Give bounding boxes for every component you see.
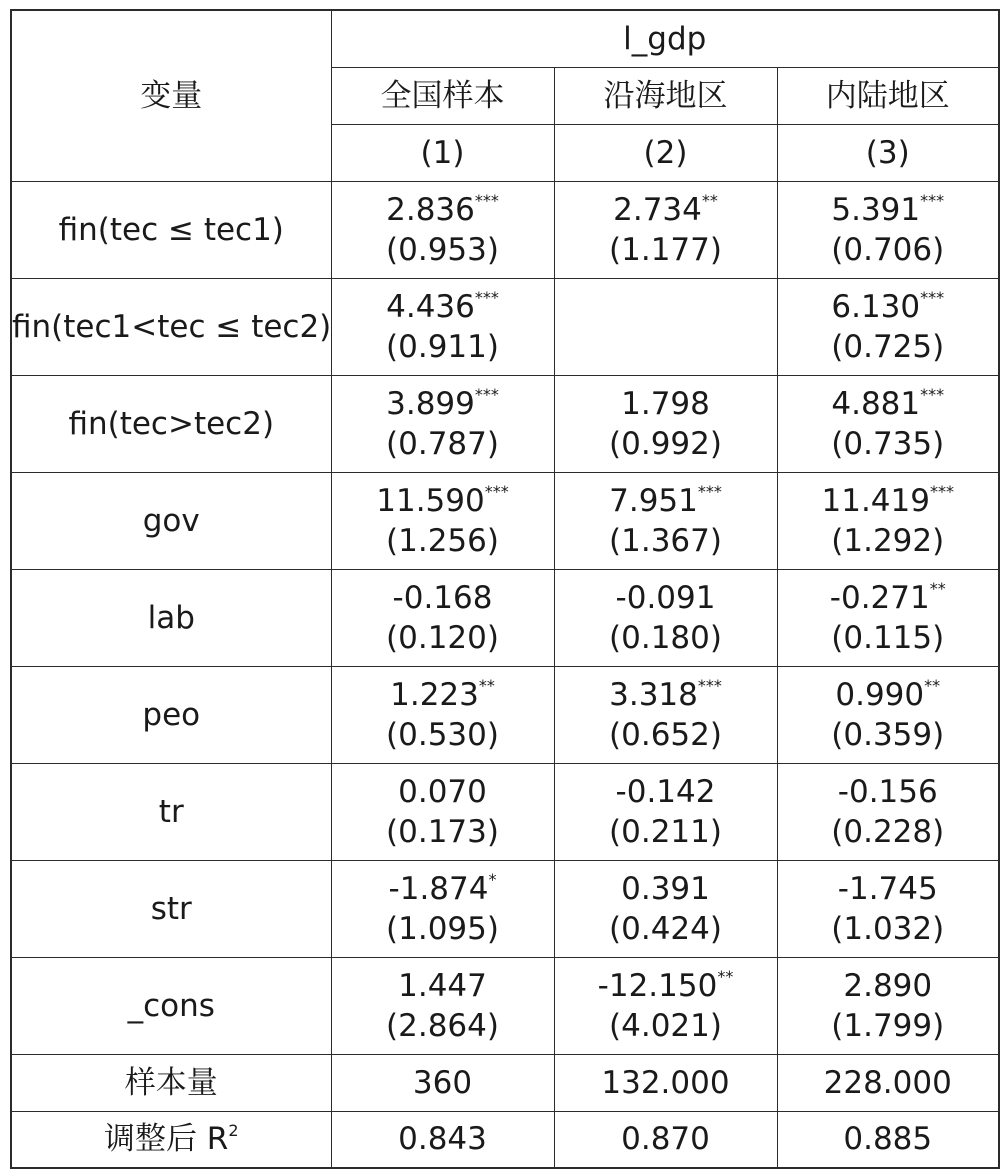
coefficient-line bbox=[778, 190, 999, 230]
coef-cell bbox=[331, 472, 554, 569]
coef-row bbox=[11, 375, 999, 472]
coefficient-line bbox=[555, 190, 777, 230]
variable-name bbox=[11, 860, 331, 957]
coefficient: -1.874 bbox=[388, 870, 489, 907]
significance-stars: ** bbox=[929, 579, 946, 599]
coefficient-line bbox=[555, 869, 777, 909]
coefficient: -0.142 bbox=[615, 773, 716, 810]
coefficient-line bbox=[332, 675, 554, 715]
coefficient-line bbox=[332, 966, 554, 1006]
variable-name bbox=[11, 569, 331, 666]
coefficient: 6.130 bbox=[831, 288, 921, 325]
significance-stars: *** bbox=[474, 385, 499, 405]
standard-error: (0.424) bbox=[609, 910, 722, 947]
coef-cell bbox=[331, 569, 554, 666]
variable-label: fin(tec1<tec ≤ tec2) bbox=[12, 308, 332, 345]
significance-stars: *** bbox=[474, 191, 499, 211]
r2-superscript: 2 bbox=[228, 1120, 239, 1140]
coefficient: 1.223 bbox=[390, 676, 479, 713]
coefficient-line bbox=[778, 384, 999, 424]
coef-row bbox=[11, 278, 999, 375]
standard-error: (0.211) bbox=[609, 813, 722, 850]
coefficient-line bbox=[778, 966, 999, 1006]
standard-error: (0.228) bbox=[831, 813, 945, 850]
standard-error: (1.095) bbox=[386, 910, 499, 947]
coef-row bbox=[11, 763, 999, 860]
column-number-3: (3) bbox=[777, 124, 999, 181]
coefficient-line bbox=[555, 384, 777, 424]
variable-label: peo bbox=[142, 696, 201, 733]
standard-error: (0.992) bbox=[609, 425, 722, 462]
significance-stars: *** bbox=[920, 288, 945, 308]
r2-value: 0.885 bbox=[777, 1111, 999, 1168]
coefficient: 2.734 bbox=[613, 191, 702, 228]
coef-row bbox=[11, 666, 999, 763]
coefficient: 11.419 bbox=[821, 482, 930, 519]
standard-error: (2.864) bbox=[386, 1007, 499, 1044]
variable-label: tr bbox=[158, 793, 184, 830]
significance-stars: ** bbox=[717, 967, 734, 987]
coef-cell bbox=[331, 181, 554, 278]
coefficient: 2.836 bbox=[386, 191, 475, 228]
significance-stars: *** bbox=[697, 676, 722, 696]
standard-error: (0.706) bbox=[831, 231, 945, 268]
coef-row bbox=[11, 569, 999, 666]
coefficient: 7.951 bbox=[609, 482, 698, 519]
r2-value: 0.870 bbox=[554, 1111, 777, 1168]
significance-stars: *** bbox=[929, 482, 954, 502]
standard-error: (0.652) bbox=[609, 716, 722, 753]
coefficient-line bbox=[778, 578, 999, 618]
coef-cell bbox=[554, 181, 777, 278]
coefficient-line bbox=[778, 481, 999, 521]
standard-error: (0.953) bbox=[386, 231, 499, 268]
standard-error: (0.180) bbox=[609, 619, 722, 656]
coefficient: -0.156 bbox=[837, 773, 938, 810]
standard-error: (0.735) bbox=[831, 425, 945, 462]
coef-cell bbox=[554, 375, 777, 472]
coef-cell bbox=[554, 957, 777, 1054]
column-number-1: (1) bbox=[331, 124, 554, 181]
variable-name bbox=[11, 763, 331, 860]
significance-stars: *** bbox=[920, 191, 945, 211]
variable-label: gov bbox=[142, 502, 200, 539]
coef-cell bbox=[777, 472, 999, 569]
coefficient: 1.447 bbox=[398, 967, 487, 1004]
coef-cell bbox=[777, 666, 999, 763]
standard-error: (0.115) bbox=[831, 619, 945, 656]
standard-error: (1.032) bbox=[831, 910, 945, 947]
coef-row bbox=[11, 860, 999, 957]
standard-error: (0.725) bbox=[831, 328, 945, 365]
coef-cell bbox=[777, 569, 999, 666]
coef-cell bbox=[331, 860, 554, 957]
group-header-coastal: 沿海地区 bbox=[554, 67, 777, 124]
r2-value: 0.843 bbox=[331, 1111, 554, 1168]
coef-cell bbox=[554, 666, 777, 763]
variable-header: 变量 bbox=[11, 10, 331, 181]
dependent-variable-header: l_gdp bbox=[331, 10, 999, 67]
coefficient-line bbox=[332, 578, 554, 618]
standard-error: (1.799) bbox=[831, 1007, 945, 1044]
coefficient: -1.745 bbox=[837, 870, 938, 907]
sample-size-row bbox=[11, 1054, 999, 1111]
sample-size-value: 228.000 bbox=[777, 1054, 999, 1111]
coef-cell bbox=[777, 181, 999, 278]
coefficient-line bbox=[332, 287, 554, 327]
standard-error: (0.530) bbox=[386, 716, 499, 753]
coef-row bbox=[11, 957, 999, 1054]
coefficient: 2.890 bbox=[843, 967, 933, 1004]
standard-error: (0.173) bbox=[386, 813, 499, 850]
header-row-dependent bbox=[11, 10, 999, 67]
coef-cell bbox=[554, 763, 777, 860]
standard-error: (1.367) bbox=[609, 522, 722, 559]
coefficient: 0.990 bbox=[835, 676, 925, 713]
coefficient: -0.271 bbox=[829, 579, 930, 616]
standard-error: (0.359) bbox=[831, 716, 945, 753]
significance-stars: *** bbox=[697, 482, 722, 502]
sample-size-label: 样本量 bbox=[11, 1054, 331, 1111]
coefficient: 11.590 bbox=[376, 482, 485, 519]
coef-cell bbox=[331, 957, 554, 1054]
sample-size-value: 132.000 bbox=[554, 1054, 777, 1111]
coef-cell bbox=[777, 375, 999, 472]
regression-table bbox=[10, 9, 1000, 1169]
variable-label: _cons bbox=[127, 987, 215, 1024]
coefficient-line bbox=[332, 772, 554, 812]
coef-cell bbox=[554, 278, 777, 375]
coefficient-line bbox=[555, 481, 777, 521]
r2-label-cell bbox=[11, 1111, 331, 1168]
standard-error: (1.292) bbox=[831, 522, 945, 559]
standard-error: (0.120) bbox=[386, 619, 499, 656]
coefficient-line bbox=[332, 190, 554, 230]
variable-label: fin(tec ≤ tec1) bbox=[58, 211, 284, 248]
standard-error: (0.911) bbox=[386, 328, 499, 365]
coef-cell bbox=[777, 957, 999, 1054]
variable-name bbox=[11, 278, 331, 375]
significance-stars: *** bbox=[474, 288, 499, 308]
coefficient-line bbox=[555, 966, 777, 1006]
coefficient: 1.798 bbox=[621, 385, 710, 422]
r2-label: 调整后 R bbox=[103, 1121, 229, 1158]
coef-row bbox=[11, 181, 999, 278]
variable-name bbox=[11, 181, 331, 278]
variable-name bbox=[11, 666, 331, 763]
coef-row bbox=[11, 472, 999, 569]
coef-cell bbox=[554, 472, 777, 569]
coefficient: -0.091 bbox=[615, 579, 716, 616]
variable-label: lab bbox=[147, 599, 195, 636]
coefficient: -0.168 bbox=[392, 579, 493, 616]
r2-row bbox=[11, 1111, 999, 1168]
variable-name bbox=[11, 472, 331, 569]
variable-label: str bbox=[150, 890, 192, 927]
coefficient: 4.881 bbox=[831, 385, 921, 422]
standard-error: (1.256) bbox=[386, 522, 499, 559]
coef-cell bbox=[554, 860, 777, 957]
significance-stars: * bbox=[488, 870, 497, 890]
coefficient-line bbox=[332, 384, 554, 424]
variable-name bbox=[11, 375, 331, 472]
coefficient: 0.070 bbox=[398, 773, 487, 810]
coef-cell bbox=[331, 375, 554, 472]
variable-label: fin(tec>tec2) bbox=[68, 405, 275, 442]
coefficient: -12.150 bbox=[597, 967, 718, 1004]
coef-cell bbox=[331, 666, 554, 763]
significance-stars: ** bbox=[478, 676, 495, 696]
standard-error: (1.177) bbox=[609, 231, 722, 268]
column-number-2: (2) bbox=[554, 124, 777, 181]
significance-stars: ** bbox=[701, 191, 718, 211]
coefficient: 4.436 bbox=[386, 288, 475, 325]
group-header-inland: 内陆地区 bbox=[777, 67, 999, 124]
coefficient: 0.391 bbox=[621, 870, 710, 907]
coefficient: 3.318 bbox=[609, 676, 698, 713]
coefficient-line bbox=[778, 772, 999, 812]
coef-cell bbox=[777, 763, 999, 860]
standard-error: (0.787) bbox=[386, 425, 499, 462]
coefficient-line bbox=[778, 675, 999, 715]
significance-stars: *** bbox=[920, 385, 945, 405]
variable-name bbox=[11, 957, 331, 1054]
standard-error: (4.021) bbox=[609, 1007, 722, 1044]
coefficient: 3.899 bbox=[386, 385, 475, 422]
coef-cell bbox=[777, 860, 999, 957]
coefficient-line bbox=[778, 869, 999, 909]
coef-cell bbox=[331, 278, 554, 375]
coef-cell bbox=[777, 278, 999, 375]
group-header-national: 全国样本 bbox=[331, 67, 554, 124]
significance-stars: ** bbox=[924, 676, 941, 696]
significance-stars: *** bbox=[484, 482, 509, 502]
coefficient-line bbox=[555, 772, 777, 812]
coefficient: 5.391 bbox=[831, 191, 921, 228]
coefficient-line bbox=[332, 481, 554, 521]
coef-cell bbox=[331, 763, 554, 860]
coefficient-line bbox=[332, 869, 554, 909]
coef-cell bbox=[554, 569, 777, 666]
coefficient-line bbox=[555, 675, 777, 715]
coefficient-line bbox=[555, 578, 777, 618]
coefficient-line bbox=[778, 287, 999, 327]
sample-size-value: 360 bbox=[331, 1054, 554, 1111]
